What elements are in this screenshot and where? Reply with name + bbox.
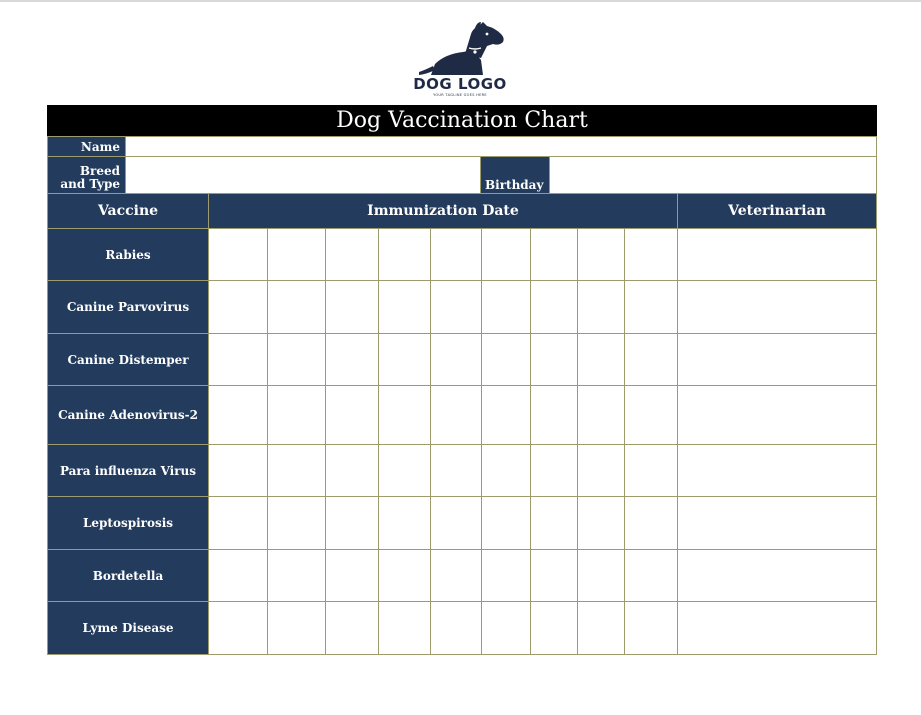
immunization-date-cell[interactable] bbox=[378, 228, 431, 281]
birthday-label: Birthday bbox=[480, 156, 550, 194]
immunization-date-cell[interactable] bbox=[208, 496, 268, 550]
immunization-date-cell[interactable] bbox=[530, 549, 578, 602]
vaccine-row-label: Lyme Disease bbox=[47, 601, 209, 655]
immunization-date-cell[interactable] bbox=[481, 496, 531, 550]
immunization-date-cell[interactable] bbox=[267, 444, 326, 497]
immunization-date-cell[interactable] bbox=[325, 444, 379, 497]
immunization-date-cell[interactable] bbox=[577, 280, 625, 334]
immunization-date-cell[interactable] bbox=[325, 333, 379, 386]
immunization-date-cell[interactable] bbox=[577, 496, 625, 550]
name-label: Name bbox=[47, 136, 126, 157]
immunization-date-cell[interactable] bbox=[481, 228, 531, 281]
immunization-date-cell[interactable] bbox=[267, 333, 326, 386]
vaccine-row-label: Bordetella bbox=[47, 549, 209, 602]
immunization-date-cell[interactable] bbox=[430, 601, 482, 655]
vaccine-row-label: Leptospirosis bbox=[47, 496, 209, 550]
immunization-date-cell[interactable] bbox=[577, 333, 625, 386]
name-field[interactable] bbox=[125, 136, 877, 157]
immunization-date-cell[interactable] bbox=[378, 280, 431, 334]
immunization-date-cell[interactable] bbox=[430, 496, 482, 550]
immunization-date-cell[interactable] bbox=[325, 496, 379, 550]
immunization-date-cell[interactable] bbox=[530, 444, 578, 497]
vaccine-row-label: Rabies bbox=[47, 228, 209, 281]
immunization-date-cell[interactable] bbox=[267, 385, 326, 445]
immunization-date-cell[interactable] bbox=[624, 601, 679, 655]
vaccine-row-label: Canine Parvovirus bbox=[47, 280, 209, 334]
immunization-date-cell[interactable] bbox=[208, 280, 268, 334]
dog-logo bbox=[405, 20, 515, 100]
immunization-date-cell[interactable] bbox=[378, 385, 431, 445]
immunization-date-cell[interactable] bbox=[481, 385, 531, 445]
veterinarian-cell[interactable] bbox=[677, 496, 877, 550]
immunization-date-cell[interactable] bbox=[378, 444, 431, 497]
immunization-date-cell[interactable] bbox=[325, 228, 379, 281]
veterinarian-header: Veterinarian bbox=[677, 193, 877, 229]
immunization-date-cell[interactable] bbox=[624, 549, 679, 602]
immunization-date-cell[interactable] bbox=[530, 333, 578, 386]
immunization-date-cell[interactable] bbox=[577, 549, 625, 602]
immunization-date-header: Immunization Date bbox=[208, 193, 678, 229]
immunization-date-cell[interactable] bbox=[267, 228, 326, 281]
immunization-date-cell[interactable] bbox=[208, 385, 268, 445]
immunization-date-cell[interactable] bbox=[624, 333, 679, 386]
immunization-date-cell[interactable] bbox=[577, 228, 625, 281]
immunization-date-cell[interactable] bbox=[577, 385, 625, 445]
immunization-date-cell[interactable] bbox=[325, 549, 379, 602]
immunization-date-cell[interactable] bbox=[577, 601, 625, 655]
immunization-date-cell[interactable] bbox=[267, 549, 326, 602]
immunization-date-cell[interactable] bbox=[481, 601, 531, 655]
veterinarian-cell[interactable] bbox=[677, 601, 877, 655]
immunization-date-cell[interactable] bbox=[530, 228, 578, 281]
immunization-date-cell[interactable] bbox=[208, 444, 268, 497]
breed-label: Breed and Type bbox=[47, 156, 126, 194]
immunization-date-cell[interactable] bbox=[624, 385, 679, 445]
vaccine-row-label: Canine Adenovirus-2 bbox=[47, 385, 209, 445]
immunization-date-cell[interactable] bbox=[325, 385, 379, 445]
logo-tagline: YOUR TAGLINE GOES HERE bbox=[433, 93, 487, 97]
immunization-date-cell[interactable] bbox=[208, 333, 268, 386]
dog-icon bbox=[415, 20, 507, 76]
immunization-date-cell[interactable] bbox=[624, 280, 679, 334]
immunization-date-cell[interactable] bbox=[378, 333, 431, 386]
immunization-date-cell[interactable] bbox=[430, 280, 482, 334]
vaccine-row-label: Para influenza Virus bbox=[47, 444, 209, 497]
immunization-date-cell[interactable] bbox=[378, 496, 431, 550]
veterinarian-cell[interactable] bbox=[677, 280, 877, 334]
immunization-date-cell[interactable] bbox=[430, 333, 482, 386]
immunization-date-cell[interactable] bbox=[267, 601, 326, 655]
vaccine-header: Vaccine bbox=[47, 193, 209, 229]
top-divider bbox=[0, 0, 921, 2]
immunization-date-cell[interactable] bbox=[430, 549, 482, 602]
immunization-date-cell[interactable] bbox=[430, 385, 482, 445]
immunization-date-cell[interactable] bbox=[530, 280, 578, 334]
immunization-date-cell[interactable] bbox=[378, 601, 431, 655]
immunization-date-cell[interactable] bbox=[430, 228, 482, 281]
immunization-date-cell[interactable] bbox=[208, 549, 268, 602]
immunization-date-cell[interactable] bbox=[624, 496, 679, 550]
immunization-date-cell[interactable] bbox=[577, 444, 625, 497]
immunization-date-cell[interactable] bbox=[325, 601, 379, 655]
breed-field[interactable] bbox=[125, 156, 481, 194]
vaccination-chart bbox=[47, 105, 877, 654]
veterinarian-cell[interactable] bbox=[677, 549, 877, 602]
veterinarian-cell[interactable] bbox=[677, 228, 877, 281]
immunization-date-cell[interactable] bbox=[208, 228, 268, 281]
immunization-date-cell[interactable] bbox=[267, 280, 326, 334]
veterinarian-cell[interactable] bbox=[677, 333, 877, 386]
immunization-date-cell[interactable] bbox=[481, 280, 531, 334]
immunization-date-cell[interactable] bbox=[378, 549, 431, 602]
immunization-date-cell[interactable] bbox=[530, 601, 578, 655]
immunization-date-cell[interactable] bbox=[208, 601, 268, 655]
immunization-date-cell[interactable] bbox=[530, 496, 578, 550]
immunization-date-cell[interactable] bbox=[624, 228, 679, 281]
immunization-date-cell[interactable] bbox=[430, 444, 482, 497]
veterinarian-cell[interactable] bbox=[677, 444, 877, 497]
immunization-date-cell[interactable] bbox=[481, 549, 531, 602]
veterinarian-cell[interactable] bbox=[677, 385, 877, 445]
vaccine-row-label: Canine Distemper bbox=[47, 333, 209, 386]
immunization-date-cell[interactable] bbox=[267, 496, 326, 550]
logo-text: DOG LOGO bbox=[413, 75, 507, 93]
chart-title: Dog Vaccination Chart bbox=[47, 105, 877, 136]
immunization-date-cell[interactable] bbox=[481, 333, 531, 386]
birthday-field[interactable] bbox=[549, 156, 877, 194]
immunization-date-cell[interactable] bbox=[481, 444, 531, 497]
immunization-date-cell[interactable] bbox=[325, 280, 379, 334]
immunization-date-cell[interactable] bbox=[530, 385, 578, 445]
immunization-date-cell[interactable] bbox=[624, 444, 679, 497]
